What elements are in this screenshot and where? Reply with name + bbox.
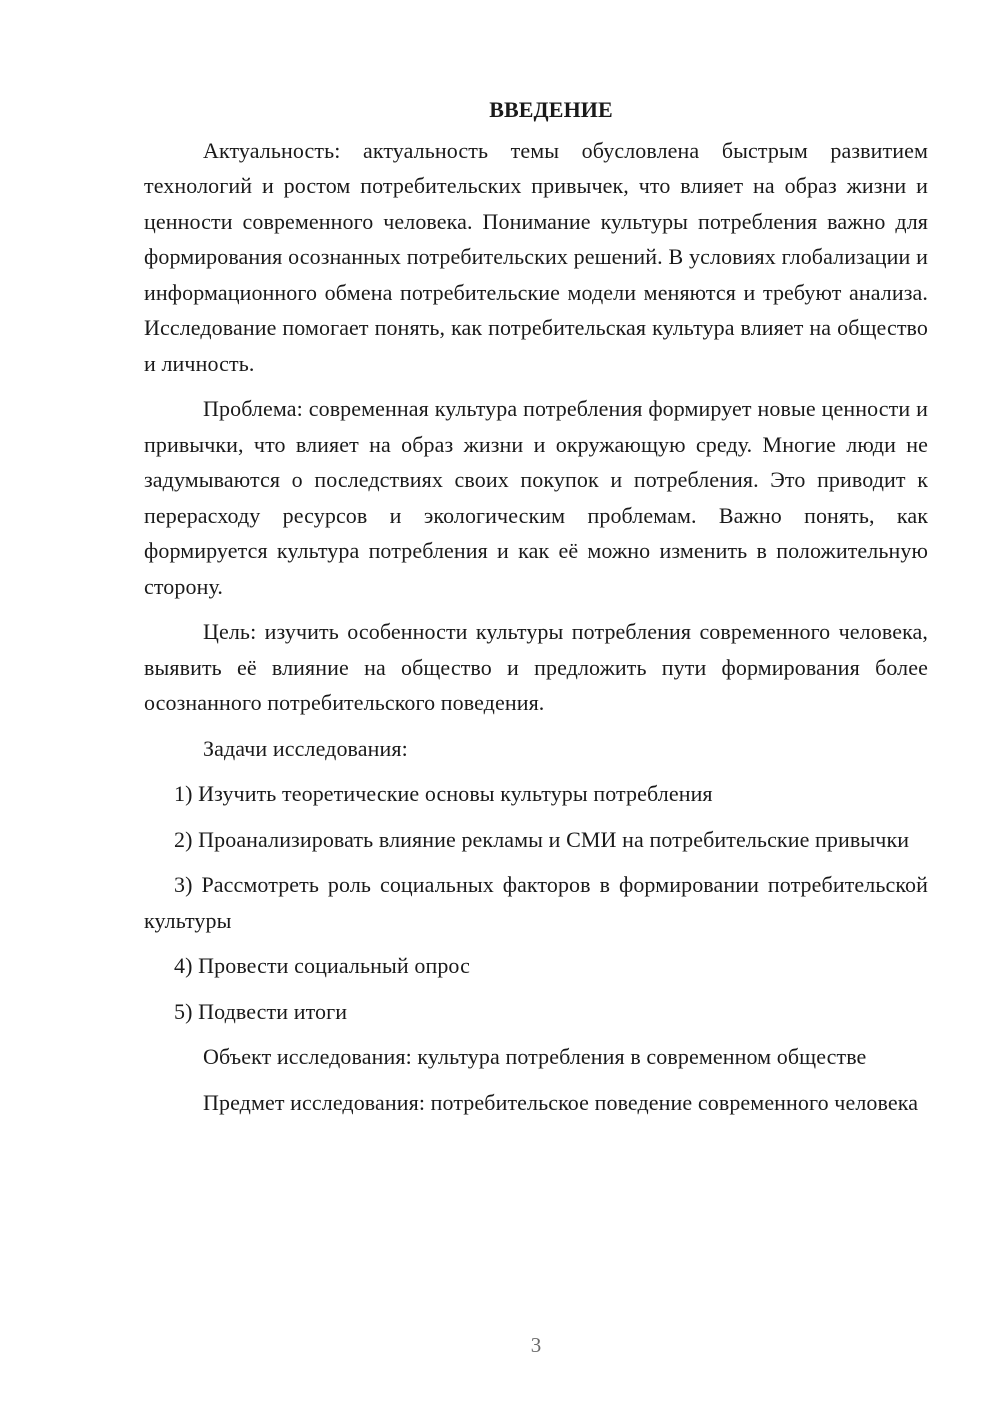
task-item-5: 5) Подвести итоги — [174, 998, 348, 1024]
task-item-3: 3) Рассмотреть роль социальных факторов в формировании потребительской культуры — [144, 872, 928, 933]
relevance-paragraph: Актуальность: актуальность темы обусловлена быстрым развитием технологий и ростом потребительских привычек, что влияет на образ жизни и ценности современного человека. Понимание культуры потребления важно для формирования осознанных потребительских решений. В условиях глобализации и информационного обмена потребительские модели меняются и требуют анализа. Исследование помогает понять, как потребительская культура влияет на общество и личность. — [144, 137, 928, 376]
object-paragraph: Объект исследования: культура потребления в современном обществе — [203, 1044, 867, 1069]
task-item-4: 4) Провести социальный опрос — [174, 953, 470, 978]
task-item-1: 1) Изучить теоретические основы культуры потребления — [174, 781, 713, 806]
tasks-heading: Задачи исследования: — [203, 735, 408, 761]
document-page — [144, 92, 928, 1130]
document-title: ВВЕДЕНИЕ — [489, 97, 613, 122]
problem-paragraph: Проблема: современная культура потребления формирует новые ценности и привычки, что влияет на образ жизни и окружающую среду. Многие люди не задумываются о последствиях своих покупок и потребления. Это приводит к перерасходу ресурсов и экологическим проблемам. Важно понять, как формируется культура потребления и как её можно изменить в положительную сторону. — [144, 396, 928, 599]
subject-paragraph: Предмет исследования: потребительское поведение современного человека — [203, 1089, 919, 1115]
page-number: 3 — [530, 1333, 542, 1357]
goal-paragraph: Цель: изучить особенности культуры потребления современного человека, выявить её влияние на общество и предложить пути формирования более осознанного потребительского поведения. — [144, 619, 928, 715]
task-item-2: 2) Проанализировать влияние рекламы и СМИ на потребительские привычки — [174, 826, 910, 852]
